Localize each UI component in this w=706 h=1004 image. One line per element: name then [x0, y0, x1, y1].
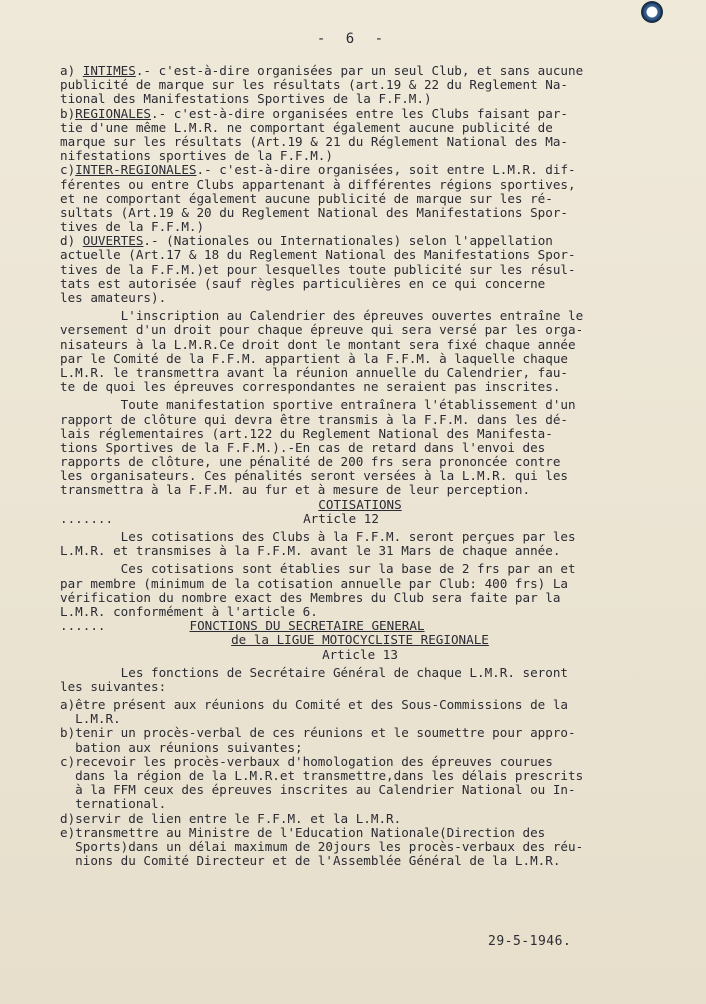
- text-line: tional des Manifestations Sportives de la F.F.M.): [60, 91, 432, 107]
- page-number: - 6 -: [316, 31, 390, 47]
- paragraph-line: vérification du nombre exact des Membres du Club sera faite par la: [60, 589, 561, 605]
- paragraph-line: L.M.R. et transmises à la F.F.M. avant le 31 Mars de chaque année.: [60, 543, 561, 559]
- item-b-keyword: REGIONALES: [75, 105, 151, 121]
- paragraph-line: Toute manifestation sportive entraînera l'établissement d'un: [60, 397, 576, 413]
- punch-hole-icon: [641, 1, 663, 23]
- paragraph-line: Les cotisations des Clubs à la F.F.M. seront perçues par les: [60, 529, 576, 544]
- text-line: tats est autorisée (sauf règles particulières en ce qui concerne: [60, 275, 546, 291]
- section-heading-cotisations: [60, 498, 660, 512]
- document-date: 29-5-1946.: [488, 934, 572, 949]
- paragraph-line: Les fonctions de Secrétaire Général de chaque L.M.R. seront: [60, 664, 568, 680]
- paragraph-line: les suivantes:: [60, 678, 167, 694]
- section-subheading: [60, 633, 660, 647]
- list-item: b)tenir un procès-verbal de ces réunions et le soumettre pour appro-: [60, 725, 576, 741]
- item-b-line: [60, 107, 660, 121]
- section-heading-fonctions: [60, 619, 660, 633]
- paragraph-line: tions Sportives de la F.F.M.).-En cas de retard dans l'envoi des: [60, 439, 546, 455]
- text-line: tives de la F.F.M.): [60, 219, 205, 235]
- article-line: [60, 512, 660, 526]
- item-a-text: .- c'est-à-dire organisées par un seul Club, et sans aucune: [135, 63, 584, 78]
- text-line: sultats (Art.19 & 20 du Reglement National des Manifestations Spor-: [60, 204, 568, 220]
- paragraph-line: rapports de clôture, une pénalité de 200 frs sera prononcée contre: [60, 454, 561, 470]
- item-b-marker: b): [60, 105, 76, 121]
- paragraph-line: nisateurs à la L.M.R.Ce droit dont le montant sera fixé chaque année: [60, 336, 576, 352]
- list-item: dans la région de la L.M.R.et transmettre,dans les délais prescrits: [60, 768, 584, 783]
- list-item: à la FFM ceux des épreuves inscrites au Calendrier National ou In-: [60, 782, 576, 798]
- list-item: nions du Comité Directeur et de l'Assemblée Général de la L.M.R.: [60, 853, 561, 869]
- item-d-keyword: OUVERTES: [82, 233, 144, 249]
- item-c-keyword: INTER-REGIONALES: [75, 162, 197, 178]
- item-c-text: .- c'est-à-dire organisées, soit entre L.M.R. dif-: [196, 162, 576, 178]
- paragraph-line: Ces cotisations sont établies sur la base de 2 frs par an et: [60, 561, 576, 577]
- list-item: a)être présent aux réunions du Comité et des Sous-Commissions de la: [60, 697, 568, 713]
- text-line: tives de la F.F.M.)et pour lesquelles toute publicité sur les résul-: [60, 261, 576, 277]
- paragraph-line: L.M.R. le transmettra avant la réunion annuelle du Calendrier, fau-: [60, 364, 568, 380]
- item-a-keyword: INTIMES: [82, 63, 136, 78]
- text-line: férentes ou entre Clubs appartenant à différentes régions sportives,: [60, 176, 576, 192]
- section-subtitle: de la LIGUE MOTOCYCLISTE REGIONALE: [231, 632, 489, 648]
- paragraph-line: L'inscription au Calendrier des épreuves ouvertes entraîne le: [60, 308, 584, 324]
- list-item: d)servir de lien entre le F.F.M. et la L.M.R.: [60, 810, 402, 826]
- item-d-text: .- (Nationales ou Internationales) selon l'appellation: [143, 233, 553, 249]
- list-item: c)recevoir les procès-verbaux d'homologation des épreuves courues: [60, 753, 553, 769]
- list-item: bation aux réunions suivantes;: [60, 739, 303, 755]
- paragraph-line: par membre (minimum de la cotisation annuelle par Club: 400 frs) La: [60, 575, 568, 591]
- dots: ......: [60, 618, 106, 634]
- text-line: nifestations sportives de la F.F.M.): [60, 148, 333, 164]
- list-item: e)transmettre au Ministre de l'Education Nationale(Direction des: [60, 824, 546, 840]
- text-line: publicité de marque sur les résultats (art.19 & 22 du Reglement Na-: [60, 77, 568, 93]
- paragraph-line: rapport de clôture qui devra être transmis à la F.F.M. dans les dé-: [60, 411, 568, 427]
- article-label: Article 13: [322, 646, 398, 662]
- list-item: ternational.: [60, 796, 167, 812]
- text-line: marque sur les résultats (Art.19 & 21 du Réglement National des Ma-: [60, 133, 568, 149]
- paragraph-line: lais réglementaires (art.122 du Reglement National des Manifesta-: [60, 425, 553, 441]
- paragraph-line: L.M.R. conformément à l'article 6.: [60, 603, 318, 619]
- paragraph-line: te de quoi les épreuves correspondantes ne seraient pas inscrites.: [60, 379, 561, 395]
- item-c-line: [60, 163, 660, 177]
- section-title: FONCTIONS DU SECRETAIRE GENERAL: [189, 618, 425, 634]
- paragraph-line: les organisateurs. Ces pénalités seront versées à la L.M.R. qui les: [60, 468, 568, 484]
- item-d-marker: d): [60, 233, 83, 249]
- paragraph-line: par le Comité de la F.F.M. appartient à la F.F.M. à laquelle chaque: [60, 350, 568, 366]
- item-a-line: [60, 64, 660, 78]
- item-d-line: [60, 234, 660, 248]
- text-line: et ne comportant également aucune publicité de marque sur les ré-: [60, 190, 553, 206]
- section-title: COTISATIONS: [318, 496, 402, 512]
- text-line: actuelle (Art.17 & 18 du Reglement National des Manifestations Spor-: [60, 247, 576, 263]
- paragraph-line: versement d'un droit pour chaque épreuve qui sera versé par les orga-: [60, 322, 584, 338]
- dots: .......: [60, 510, 114, 526]
- item-b-text: .- c'est-à-dire organisées entre les Clubs faisant par-: [151, 105, 569, 121]
- item-a-marker: a): [60, 63, 83, 78]
- list-item: Sports)dans un délai maximum de 20jours les procès-verbaux des réu-: [60, 838, 584, 854]
- paragraph-line: transmettra à la F.F.M. au fur et à mesure de leur perception.: [60, 482, 531, 498]
- list-item: L.M.R.: [60, 711, 121, 727]
- document-body: [60, 64, 660, 868]
- article-label: Article 12: [303, 510, 379, 526]
- item-c-marker: c): [60, 162, 76, 178]
- text-line: tie d'une même L.M.R. ne comportant également aucune publicité de: [60, 119, 553, 135]
- text-line: les amateurs).: [60, 290, 167, 305]
